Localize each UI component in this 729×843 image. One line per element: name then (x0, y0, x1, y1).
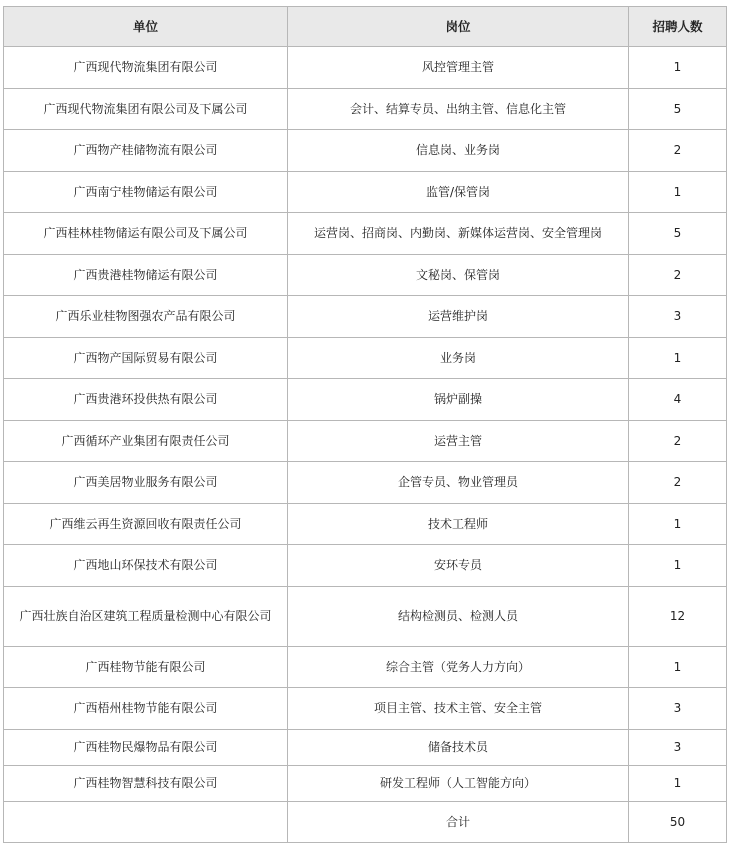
cell-unit: 广西壮族自治区建筑工程质量检测中心有限公司 (4, 586, 288, 646)
recruitment-table (3, 6, 727, 843)
cell-count: 3 (629, 729, 727, 765)
cell-position: 文秘岗、保管岗 (288, 254, 629, 296)
cell-count: 1 (629, 337, 727, 379)
cell-unit: 广西地山环保技术有限公司 (4, 545, 288, 587)
cell-count: 2 (629, 462, 727, 504)
header-row (4, 7, 727, 47)
table-row (4, 379, 727, 421)
table-row (4, 88, 727, 130)
table-header (4, 7, 727, 47)
cell-count: 1 (629, 646, 727, 688)
cell-unit: 广西乐业桂物图强农产品有限公司 (4, 296, 288, 338)
cell-position: 技术工程师 (288, 503, 629, 545)
table-row (4, 646, 727, 688)
header-unit: 单位 (4, 7, 288, 47)
cell-count: 1 (629, 765, 727, 801)
total-unit-cell (4, 801, 288, 843)
cell-position: 监管/保管岗 (288, 171, 629, 213)
cell-unit: 广西美居物业服务有限公司 (4, 462, 288, 504)
total-row (4, 801, 727, 843)
table-row (4, 213, 727, 255)
cell-count: 4 (629, 379, 727, 421)
cell-position: 结构检测员、检测人员 (288, 586, 629, 646)
cell-position: 会计、结算专员、出纳主管、信息化主管 (288, 88, 629, 130)
cell-position: 安环专员 (288, 545, 629, 587)
cell-count: 3 (629, 296, 727, 338)
cell-unit: 广西现代物流集团有限公司 (4, 47, 288, 89)
cell-unit: 广西循环产业集团有限责任公司 (4, 420, 288, 462)
cell-count: 1 (629, 47, 727, 89)
cell-unit: 广西贵港环投供热有限公司 (4, 379, 288, 421)
cell-unit: 广西梧州桂物节能有限公司 (4, 688, 288, 730)
cell-count: 2 (629, 420, 727, 462)
cell-count: 1 (629, 545, 727, 587)
cell-position: 研发工程师（人工智能方向） (288, 765, 629, 801)
cell-unit: 广西物产国际贸易有限公司 (4, 337, 288, 379)
cell-position: 信息岗、业务岗 (288, 130, 629, 172)
table-row (4, 503, 727, 545)
table-row (4, 130, 727, 172)
cell-position: 运营维护岗 (288, 296, 629, 338)
cell-unit: 广西桂物民爆物品有限公司 (4, 729, 288, 765)
cell-count: 12 (629, 586, 727, 646)
table-row (4, 462, 727, 504)
cell-count: 2 (629, 130, 727, 172)
cell-position: 运营主管 (288, 420, 629, 462)
header-position: 岗位 (288, 7, 629, 47)
cell-unit: 广西南宁桂物储运有限公司 (4, 171, 288, 213)
total-label: 合计 (288, 801, 629, 843)
recruitment-table-container (3, 6, 727, 843)
table-row (4, 171, 727, 213)
table-row (4, 765, 727, 801)
cell-unit: 广西桂物节能有限公司 (4, 646, 288, 688)
table-row (4, 296, 727, 338)
cell-unit: 广西维云再生资源回收有限责任公司 (4, 503, 288, 545)
table-row (4, 729, 727, 765)
cell-position: 业务岗 (288, 337, 629, 379)
cell-count: 5 (629, 213, 727, 255)
cell-unit: 广西现代物流集团有限公司及下属公司 (4, 88, 288, 130)
cell-count: 1 (629, 171, 727, 213)
table-body (4, 47, 727, 843)
cell-count: 2 (629, 254, 727, 296)
table-row (4, 420, 727, 462)
cell-count: 3 (629, 688, 727, 730)
cell-unit: 广西桂林桂物储运有限公司及下属公司 (4, 213, 288, 255)
cell-position: 锅炉副操 (288, 379, 629, 421)
table-row (4, 688, 727, 730)
cell-position: 企管专员、物业管理员 (288, 462, 629, 504)
cell-count: 1 (629, 503, 727, 545)
cell-position: 风控管理主管 (288, 47, 629, 89)
cell-count: 5 (629, 88, 727, 130)
table-row (4, 254, 727, 296)
cell-unit: 广西桂物智慧科技有限公司 (4, 765, 288, 801)
cell-position: 项目主管、技术主管、安全主管 (288, 688, 629, 730)
cell-position: 运营岗、招商岗、内勤岗、新媒体运营岗、安全管理岗 (288, 213, 629, 255)
cell-position: 综合主管（党务人力方向） (288, 646, 629, 688)
table-row (4, 586, 727, 646)
table-row (4, 545, 727, 587)
header-count: 招聘人数 (629, 7, 727, 47)
cell-position: 储备技术员 (288, 729, 629, 765)
table-row (4, 47, 727, 89)
total-count: 50 (629, 801, 727, 843)
cell-unit: 广西贵港桂物储运有限公司 (4, 254, 288, 296)
cell-unit: 广西物产桂储物流有限公司 (4, 130, 288, 172)
table-row (4, 337, 727, 379)
